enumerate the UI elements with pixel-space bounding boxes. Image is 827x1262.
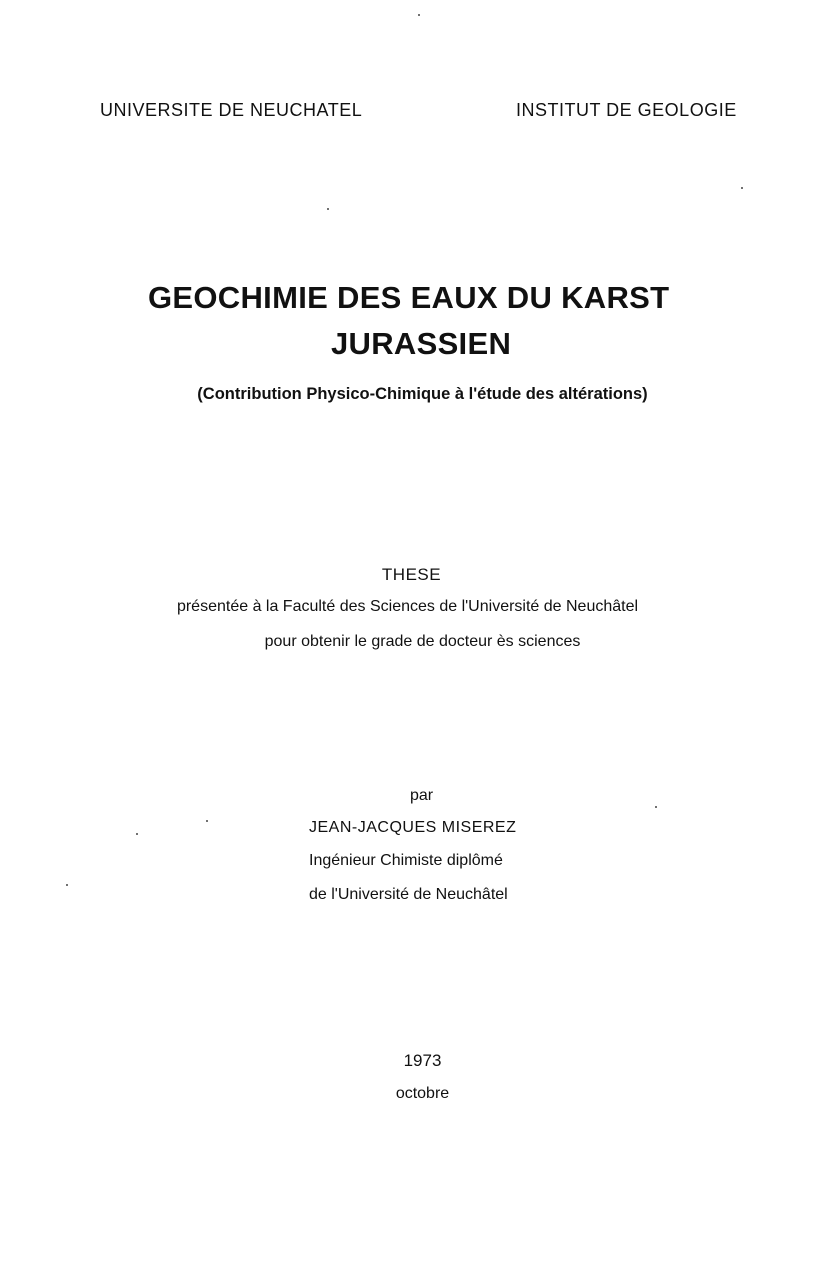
- publication-month: octobre: [395, 1085, 450, 1102]
- scan-speck: [206, 820, 208, 822]
- thesis-subtitle: (Contribution Physico-Chimique à l'étude des altérations): [197, 385, 648, 403]
- thesis-title-line-2: JURASSIEN: [331, 326, 512, 361]
- thesis-title-line-1: GEOCHIMIE DES EAUX DU KARST: [148, 280, 670, 315]
- publication-year: 1973: [403, 1051, 442, 1070]
- scan-speck: [655, 806, 657, 808]
- scan-speck: [66, 884, 68, 886]
- thesis-degree-line: pour obtenir le grade de docteur ès sciences: [264, 633, 581, 650]
- thesis-heading: THESE: [381, 565, 442, 584]
- author-degree: Ingénieur Chimiste diplômé: [309, 852, 503, 869]
- author-institution: de l'Université de Neuchâtel: [309, 886, 508, 903]
- scan-speck: [136, 833, 138, 835]
- scan-speck: [327, 208, 329, 210]
- author-name: JEAN-JACQUES MISEREZ: [309, 819, 517, 836]
- scan-speck: [741, 187, 743, 189]
- by-label: par: [410, 787, 434, 804]
- thesis-presented-line: présentée à la Faculté des Sciences de l'Université de Neuchâtel: [176, 598, 639, 615]
- university-name: UNIVERSITE DE NEUCHATEL: [100, 100, 363, 120]
- institute-name: INSTITUT DE GEOLOGIE: [516, 100, 737, 120]
- scan-speck: [418, 14, 420, 16]
